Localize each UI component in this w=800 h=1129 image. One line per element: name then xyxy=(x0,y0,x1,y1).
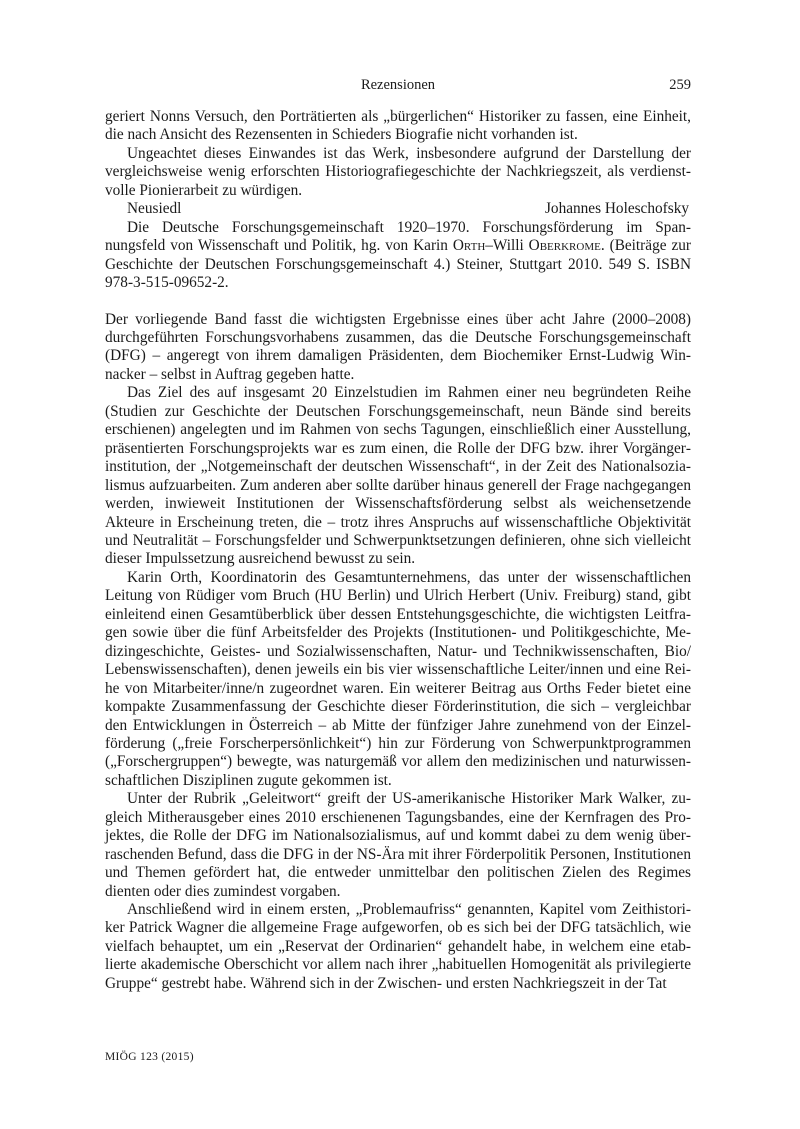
body-paragraph-2: Das Ziel des auf insgesamt 20 Einzelstudien im Rahmen einer neu begründeten Reihe (Studien zur Geschichte der Deutschen Forschungsgemeinschaft, neun Bände sind bereits erschienen) angelegten und im Rahmen von sechs Tagungen, einschließlich einer Ausstellung, präsentierten Forschungsprojekts war es zum einen, die Rolle der DFG bzw. ihrer Vorgängerinstitution, der „Notgemeinschaft der deutschen Wissenschaft“, in der Zeit des Nationalsozialismus aufzuarbeiten. Zum anderen aber sollte darüber hinaus generell der Frage nachgegangen werden, inwieweit Institutionen der Wissenschaftsförderung selbst als weichensetzende Akteure in Erscheinung treten, die – trotz ihres Anspruchs auf wissenschaftliche Objektivität und Neutralität – Forschungsfelder und Schwerpunktsetzungen definieren, ohne sich vielleicht dieser Impulssetzung ausreichend bewusst zu sein. xyxy=(105,384,691,568)
editor-separator: –Willi xyxy=(485,237,529,255)
body-paragraph-4: Unter der Rubrik „Geleitwort“ greift der US-amerikanische Historiker Mark Walker, zugleich Mitherausgeber eines 2010 erschienenen Tagungsbandes, eine der Kernfragen des Projektes, die Rolle der DFG im Nationalsozialismus, auf und kommt dabei zu dem wenig überraschenden Befund, dass die DFG in der NS-Ära mit ihrer Förderpolitik Personen, Institutionen und Themen gefördert hat, die entweder unmittelbar den politischen Zielen des Regimes dienten oder dies zumindest vorgaben. xyxy=(105,790,691,900)
body-paragraph-1: Der vorliegende Band fasst die wichtigsten Ergebnisse eines über acht Jahre (2000–2008) durchgeführten Forschungsvorhabens zusammen, das die Deutsche Forschungsgemeinschaft (DFG) – angeregt von ihrem damaligen Präsidenten, dem Biochemiker Ernst-Ludwig Winnacker – selbst in Auftrag gegeben hatte. xyxy=(105,310,691,383)
editor-1: Orth xyxy=(452,237,486,255)
prev-review-paragraph-1: geriert Nonns Versuch, den Porträtierten als „bürgerlichen“ Historiker zu fassen, eine Einheit, die nach Ansicht des Rezensenten in Schieders Biografie nicht vorhanden ist. xyxy=(105,108,691,144)
running-head xyxy=(105,75,691,95)
reviewer-name: Johannes Holeschofsky xyxy=(544,200,689,218)
editor-2: Oberkrome xyxy=(528,237,601,255)
entry-details: . (Beiträge zur Geschichte der Deutschen Forschungsgemeinschaft 4.) Steiner, Stuttgart 2010. 549 S. ISBN 978-3-515-09652-2. xyxy=(105,237,691,292)
bibliographic-entry xyxy=(105,219,691,293)
body-paragraph-3: Karin Orth, Koordinatorin des Gesamtunternehmens, das unter der wissenschaftlichen Leitung von Rüdiger vom Bruch (HU Berlin) und Ulrich Herbert (Univ. Freiburg) stand, gibt einleitend einen Gesamtüberblick über dessen Entstehungsgeschichte, die wichtigsten Leitfragen sowie über die fünf Arbeitsfelder des Projekts (Institutionen- und Politikgeschichte, Medizingeschichte, Geistes- und Sozialwissenschaften, Natur- und Technikwissenschaften, Bio/ Lebenswissenschaften), denen jeweils ein bis vier wissenschaftliche Leiter/innen und eine Reihe von Mitarbeiter/inne/n zugeordnet waren. Ein weiterer Beitrag aus Orths Feder bietet eine kompakte Zusammenfassung der Geschichte dieser Förderinstitution, die sich – vergleichbar den Entwicklungen in Österreich – ab Mitte der fünfziger Jahre zunehmend von der Einzelförderung („freie Forscherpersönlichkeit“) hin zur Förderung von Schwerpunktprogrammen („Forschergruppen“) bewegte, was naturgemäß vor allem den medizinischen und naturwissenschaftlichen Disziplinen zugute gekommen ist. xyxy=(105,568,691,789)
running-head-title: Rezensionen xyxy=(360,77,436,93)
text-column xyxy=(105,108,691,993)
page-number: 259 xyxy=(669,77,691,93)
journal-footer: MIÖG 123 (2015) xyxy=(105,1051,194,1063)
body-paragraph-5: Anschließend wird in einem ersten, „Problemaufriss“ genannten, Kapitel vom Zeithistoriker Patrick Wagner die allgemeine Frage aufgeworfen, ob es sich bei der DFG tatsächlich, wie vielfach behauptet, um ein „Reservat der Ordinarien“ gehandelt habe, in welchem eine etablierte akademische Oberschicht vor allem nach ihrer „habituellen Homogenität als privilegierte Gruppe“ gestrebt habe. Während sich in der Zwischen- und ersten Nachkriegszeit in der Tat xyxy=(105,901,691,992)
reviewer-place: Neusiedl xyxy=(127,200,182,218)
reviewer-signature xyxy=(105,200,691,218)
section-gap xyxy=(105,293,691,311)
entry-title: Die Deutsche Forschungsgemeinschaft 1920–1970. Forschungsförderung im Spannungsfeld von Wissenschaft und Politik, hg. von Karin xyxy=(105,218,691,255)
prev-review-paragraph-2: Ungeachtet dieses Einwandes ist das Werk, insbesondere aufgrund der Darstellung der vergleichsweise wenig erforschten Historiografiegeschichte der Nachkriegszeit, als verdienstvolle Pionierarbeit zu würdigen. xyxy=(105,144,691,199)
